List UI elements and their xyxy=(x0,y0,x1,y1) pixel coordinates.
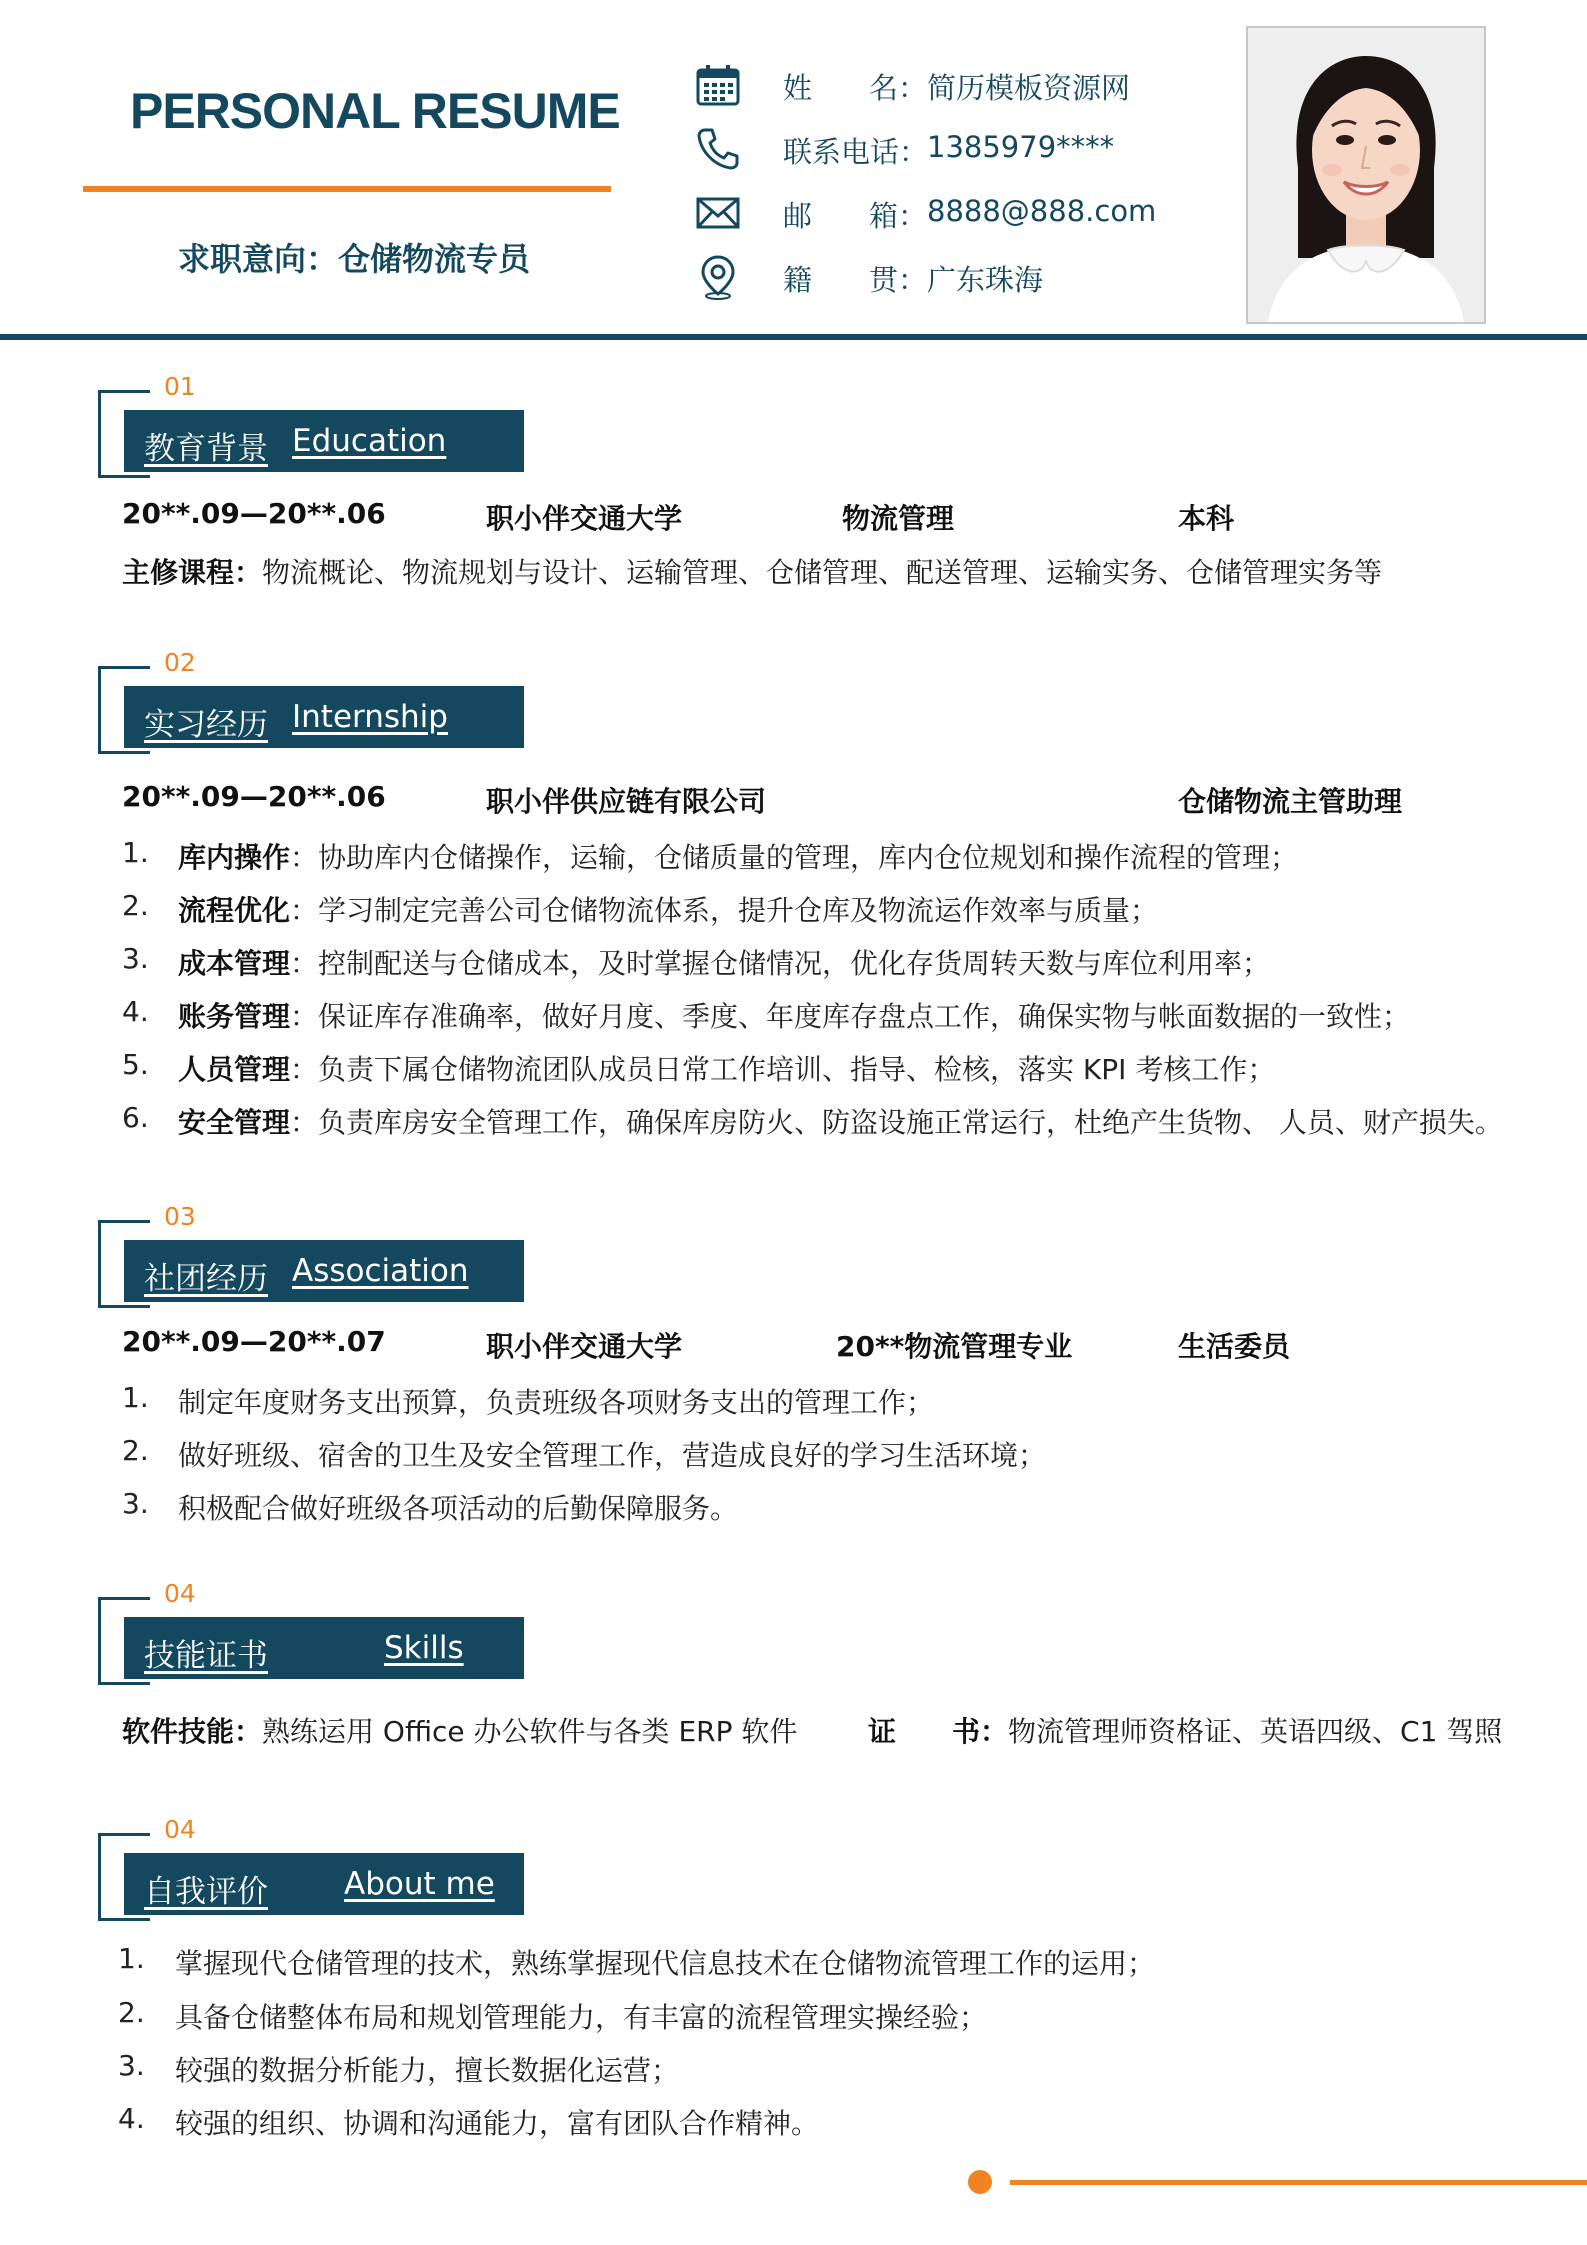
section-title-cn: 技能证书 xyxy=(144,1638,268,1674)
phone-value: 1385979**** xyxy=(927,130,1115,164)
software-skills xyxy=(122,1710,797,1750)
section-title-en: Internship xyxy=(292,699,448,735)
name-label-a: 姓 xyxy=(783,71,813,105)
list-number: 2. xyxy=(122,889,149,922)
section-title-en: About me xyxy=(344,1866,495,1902)
education-major: 物流管理 xyxy=(842,502,955,535)
courses-value: 物流概论、物流规划与设计、运输管理、仓储管理、配送管理、运输实务、仓储管理实务等 xyxy=(262,556,1383,589)
list-number: 2. xyxy=(118,1996,145,2029)
calendar-icon xyxy=(695,62,741,108)
envelope-icon xyxy=(695,190,741,236)
section-title-bar xyxy=(124,410,524,472)
phone-icon xyxy=(695,126,741,172)
education-courses xyxy=(122,551,1382,591)
name-label-b: 名： xyxy=(869,71,928,105)
section-number: 03 xyxy=(164,1202,196,1231)
section-title-bar xyxy=(124,1240,524,1302)
resume-title: PERSONAL RESUME xyxy=(130,83,620,139)
section-title-cn: 社团经历 xyxy=(144,1261,268,1297)
section-number: 04 xyxy=(164,1579,196,1608)
section-number: 01 xyxy=(164,372,196,401)
list-number: 6. xyxy=(122,1101,149,1134)
list-item: 库内操作：协助库内仓储操作，运输，仓储质量的管理，库内仓位规划和操作流程的管理； xyxy=(178,841,1299,874)
email-label-b: 箱： xyxy=(869,199,928,233)
list-number: 2. xyxy=(122,1434,149,1467)
list-item: 账务管理：保证库存准确率，做好月度、季度、年度库存盘点工作，确保实物与帐面数据的一致性； xyxy=(178,1000,1411,1033)
section-title-bar xyxy=(124,1617,524,1679)
education-school: 职小伴交通大学 xyxy=(486,502,683,535)
internship-role: 仓储物流主管助理 xyxy=(1178,785,1403,818)
title-underline xyxy=(83,186,611,192)
section-education-header xyxy=(98,372,528,478)
software-label: 软件技能： xyxy=(122,1715,263,1748)
email-label-a: 邮 xyxy=(783,199,813,233)
internship-company: 职小伴供应链有限公司 xyxy=(486,785,767,818)
section-title-en: Association xyxy=(292,1253,469,1289)
section-title-bar xyxy=(124,1853,524,1915)
list-number: 1. xyxy=(122,1381,149,1414)
section-number: 02 xyxy=(164,648,196,677)
email-value: 8888@888.com xyxy=(927,194,1157,228)
name-value: 简历模板资源网 xyxy=(927,71,1131,105)
list-item: 较强的数据分析能力，擅长数据化运营； xyxy=(175,2054,680,2087)
list-number: 4. xyxy=(122,995,149,1028)
list-number: 3. xyxy=(122,942,149,975)
portrait-illustration xyxy=(1248,28,1484,322)
origin-value: 广东珠海 xyxy=(927,263,1044,297)
list-number: 1. xyxy=(122,836,149,869)
section-title-cn: 教育背景 xyxy=(144,431,268,467)
cert-label-b: 书： xyxy=(952,1715,1009,1748)
list-item: 成本管理：控制配送与仓储成本，及时掌握仓储情况，优化存货周转天数与库位利用率； xyxy=(178,947,1271,980)
education-degree: 本科 xyxy=(1178,502,1235,535)
footer-dot xyxy=(968,2170,992,2194)
list-number: 5. xyxy=(122,1048,149,1081)
certificates xyxy=(952,1710,1502,1750)
section-number: 04 xyxy=(164,1815,196,1844)
software-value: 熟练运用 Office 办公软件与各类 ERP 软件 xyxy=(262,1715,798,1748)
section-title-cn: 实习经历 xyxy=(144,707,268,743)
phone-label: 联系电话： xyxy=(783,135,929,169)
section-title-bar xyxy=(124,686,524,748)
section-title-en: Skills xyxy=(384,1630,464,1666)
list-number: 3. xyxy=(122,1487,149,1520)
association-org: 20**物流管理专业 xyxy=(836,1330,1073,1363)
cert-label-a: 证 xyxy=(868,1715,897,1748)
list-item: 安全管理：负责库房安全管理工作，确保库房防火、防盗设施正常运行，杜绝产生货物、 人员、财产损失。 xyxy=(178,1106,1503,1139)
section-about-header xyxy=(98,1815,528,1921)
section-association-header xyxy=(98,1202,528,1308)
education-period: 20**.09—20**.06 xyxy=(122,497,386,530)
footer-line xyxy=(1010,2180,1587,2185)
list-item: 制定年度财务支出预算，负责班级各项财务支出的管理工作； xyxy=(178,1386,935,1419)
job-objective: 求职意向：仓储物流专员 xyxy=(178,240,531,278)
association-period: 20**.09—20**.07 xyxy=(122,1325,386,1358)
association-school: 职小伴交通大学 xyxy=(486,1330,683,1363)
section-skills-header xyxy=(98,1579,528,1685)
list-item: 做好班级、宿舍的卫生及安全管理工作，营造成良好的学习生活环境； xyxy=(178,1439,1047,1472)
list-item: 较强的组织、协调和沟通能力，富有团队合作精神。 xyxy=(175,2107,820,2140)
section-internship-header xyxy=(98,648,528,754)
profile-photo xyxy=(1246,26,1486,324)
internship-period: 20**.09—20**.06 xyxy=(122,780,386,813)
list-number: 4. xyxy=(118,2102,145,2135)
location-pin-icon xyxy=(695,254,741,300)
list-item: 流程优化：学习制定完善公司仓储物流体系，提升仓库及物流运作效率与质量； xyxy=(178,894,1159,927)
list-number: 1. xyxy=(118,1942,145,1975)
list-item: 人员管理：负责下属仓储物流团队成员日常工作培训、指导、检核，落实 KPI 考核工作； xyxy=(178,1053,1276,1086)
cert-value: 物流管理师资格证、英语四级、C1 驾照 xyxy=(1008,1715,1503,1748)
list-item: 掌握现代仓储管理的技术，熟练掌握现代信息技术在仓储物流管理工作的运用； xyxy=(175,1947,1156,1980)
section-title-en: Education xyxy=(292,423,447,459)
association-role: 生活委员 xyxy=(1178,1330,1291,1363)
list-number: 3. xyxy=(118,2049,145,2082)
list-item: 具备仓储整体布局和规划管理能力，有丰富的流程管理实操经验； xyxy=(175,2001,988,2034)
list-item: 积极配合做好班级各项活动的后勤保障服务。 xyxy=(178,1492,739,1525)
origin-label-a: 籍 xyxy=(783,263,813,297)
section-title-cn: 自我评价 xyxy=(144,1874,268,1910)
origin-label-b: 贯： xyxy=(869,263,928,297)
courses-label: 主修课程： xyxy=(122,556,263,589)
header-divider xyxy=(0,334,1587,340)
